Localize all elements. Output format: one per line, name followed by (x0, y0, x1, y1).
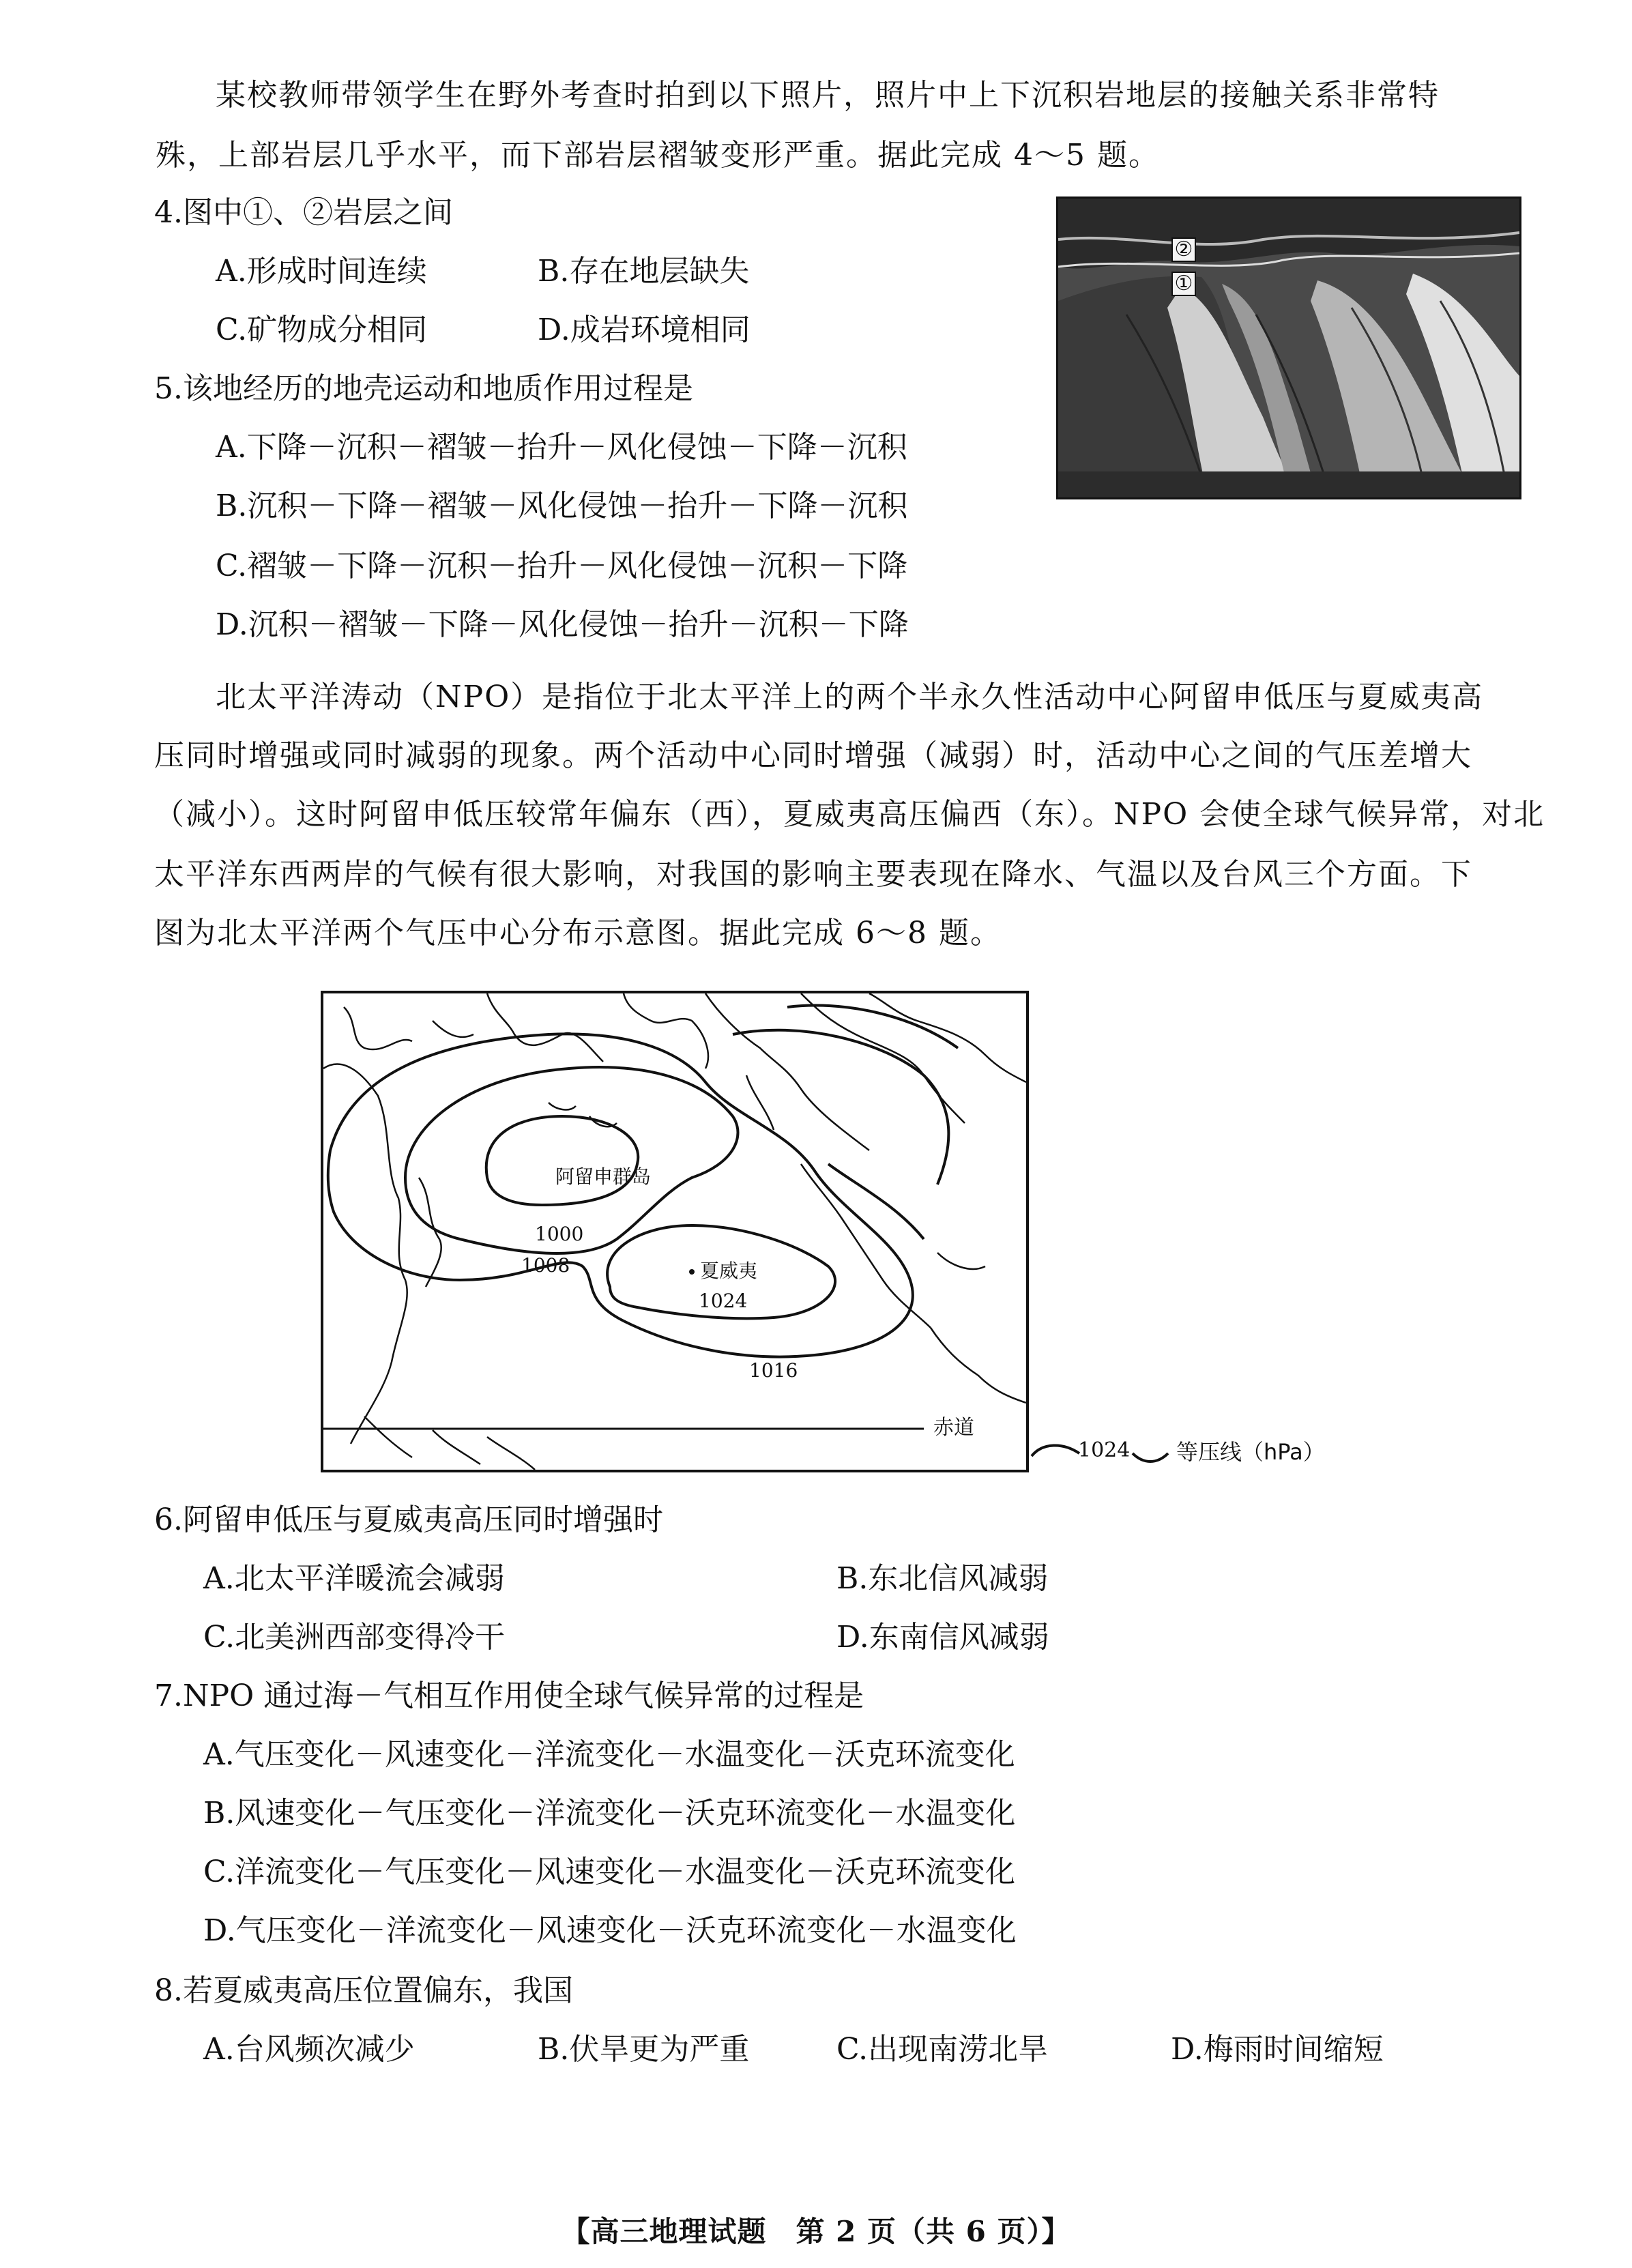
question-8-option-c: C.出现南涝北旱 (836, 2032, 1049, 2067)
question-7-option-a: A.气压变化－风速变化－洋流变化－水温变化－沃克环流变化 (203, 1737, 1015, 1772)
question-7-stem: 7.NPO 通过海－气相互作用使全球气候异常的过程是 (154, 1678, 864, 1713)
intro-paragraph-1-line-2: 殊，上部岩层几乎水平，而下部岩层褶皱变形严重。据此完成 4～5 题。 (156, 138, 1160, 173)
question-5-option-b: B.沉积－下降－褶皱－风化侵蚀－抬升－下降－沉积 (216, 489, 908, 523)
question-5-option-d: D.沉积－褶皱－下降－风化侵蚀－抬升－沉积－下降 (216, 607, 909, 642)
question-4-option-d: D.成岩环境相同 (538, 312, 751, 347)
rock-strata-photo (1056, 197, 1521, 499)
stratum-2-label: ② (1174, 237, 1193, 261)
question-7-option-d: D.气压变化－洋流变化－风速变化－沃克环流变化－水温变化 (203, 1913, 1017, 1948)
intro-paragraph-2-line-1: 北太平洋涛动（NPO）是指位于北太平洋上的两个半永久性活动中心阿留申低压与夏威夷高 (216, 680, 1484, 714)
question-6-option-c: C.北美洲西部变得冷干 (203, 1620, 506, 1655)
intro-paragraph-2-line-4: 太平洋东西两岸的气候有很大影响，对我国的影响主要表现在降水、气温以及台风三个方面。下 (154, 857, 1472, 892)
hawaii-label: 夏威夷 (700, 1260, 758, 1282)
question-8-option-b: B.伏旱更为严重 (538, 2032, 750, 2067)
isobar-1000-label: 1000 (535, 1223, 584, 1245)
equator-label: 赤道 (931, 1416, 977, 1440)
isobar-1008-label: 1008 (521, 1254, 570, 1277)
isobar-legend-symbol-right (1130, 1438, 1171, 1466)
question-5-option-a: A.下降－沉积－褶皱－抬升－风化侵蚀－下降－沉积 (216, 430, 907, 465)
question-4-option-b: B.存在地层缺失 (538, 254, 750, 289)
question-8-option-d: D.梅雨时间缩短 (1171, 2032, 1384, 2067)
question-4-stem: 4.图中①、②岩层之间 (154, 195, 453, 230)
question-8-stem: 8.若夏威夷高压位置偏东，我国 (154, 1973, 573, 2008)
north-pacific-isobar-map (321, 991, 1029, 1472)
question-6-option-a: A.北太平洋暖流会减弱 (203, 1561, 505, 1596)
question-4-option-a: A.形成时间连续 (216, 254, 427, 289)
question-5-option-c: C.褶皱－下降－沉积－抬升－风化侵蚀－沉积－下降 (216, 549, 908, 583)
stratum-1-label: ① (1174, 272, 1193, 295)
isobar-1016-label: 1016 (746, 1361, 800, 1381)
legend-text: 等压线（hPa） (1176, 1439, 1325, 1465)
page-footer: 【高三地理试题 第 2 页（共 6 页）】 (561, 2215, 1071, 2248)
legend-value: 1024 (1078, 1438, 1131, 1462)
question-7-option-b: B.风速变化－气压变化－洋流变化－沃克环流变化－水温变化 (203, 1796, 1016, 1831)
question-7-option-c: C.洋流变化－气压变化－风速变化－水温变化－沃克环流变化 (203, 1855, 1016, 1889)
intro-paragraph-2-line-2: 压同时增强或同时减弱的现象。两个活动中心同时增强（减弱）时，活动中心之间的气压差增大 (154, 738, 1472, 773)
intro-paragraph-1-line-1: 某校教师带领学生在野外考查时拍到以下照片，照片中上下沉积岩地层的接触关系非常特 (216, 78, 1440, 113)
isobar-legend-symbol (1029, 1438, 1083, 1466)
isobar-1024-label: 1024 (699, 1290, 748, 1312)
question-8-option-a: A.台风频次减少 (203, 2032, 415, 2067)
intro-paragraph-2-line-5: 图为北太平洋两个气压中心分布示意图。据此完成 6～8 题。 (154, 916, 1002, 950)
question-4-option-c: C.矿物成分相同 (216, 312, 428, 347)
intro-paragraph-2-line-3: （减小）。这时阿留申低压较常年偏东（西），夏威夷高压偏西（东）。NPO 会使全球气候异常，对北 (154, 797, 1545, 832)
question-6-option-d: D.东南信风减弱 (836, 1620, 1049, 1655)
question-5-stem: 5.该地经历的地壳运动和地质作用过程是 (154, 371, 693, 406)
aleutian-islands-label: 阿留申群岛 (555, 1165, 652, 1188)
question-6-stem: 6.阿留申低压与夏威夷高压同时增强时 (154, 1502, 663, 1537)
question-6-option-b: B.东北信风减弱 (836, 1561, 1049, 1596)
